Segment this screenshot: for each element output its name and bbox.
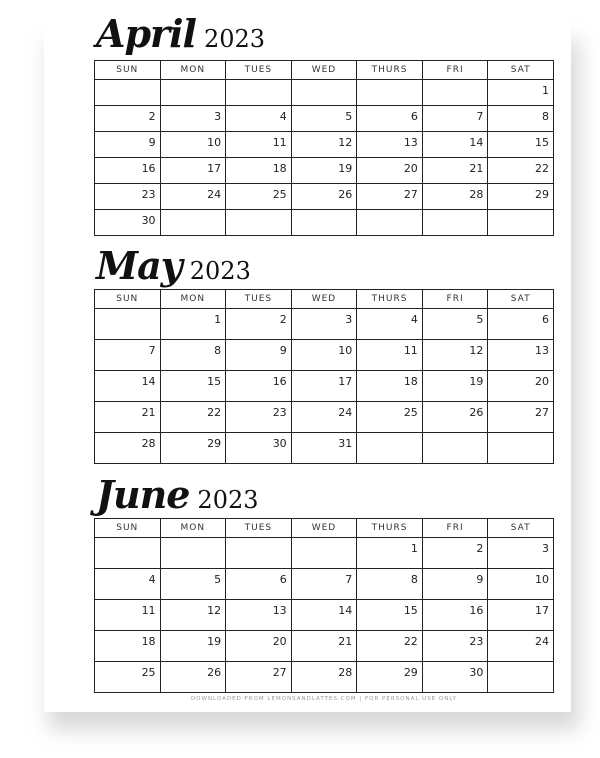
- day-cell: 16: [226, 371, 292, 402]
- day-cell: 24: [291, 402, 357, 433]
- month-title-april: [96, 8, 265, 60]
- day-cell: 5: [422, 309, 488, 340]
- day-cell: 15: [488, 132, 554, 158]
- calendar-grid-june: [94, 518, 554, 693]
- day-cell: [291, 210, 357, 236]
- day-cell: [226, 80, 292, 106]
- day-cell: 9: [95, 132, 161, 158]
- footer-note: DOWNLOADED FROM LEMONSANDLATTES.COM | FOR PERSONAL USE ONLY: [190, 696, 458, 702]
- weekday-label: FRI: [422, 61, 488, 80]
- day-cell: 18: [357, 371, 423, 402]
- day-cell: [226, 210, 292, 236]
- day-cell: 3: [488, 538, 554, 569]
- day-cell: [160, 538, 226, 569]
- day-cell: 29: [160, 433, 226, 464]
- week-row: [95, 80, 554, 106]
- day-cell: 27: [226, 662, 292, 693]
- day-cell: 20: [357, 158, 423, 184]
- week-row: [95, 402, 554, 433]
- day-cell: 16: [422, 600, 488, 631]
- weekday-label: THURS: [357, 519, 423, 538]
- month-title-may: [96, 240, 251, 292]
- day-cell: 17: [488, 600, 554, 631]
- day-cell: 9: [422, 569, 488, 600]
- day-cell: [488, 662, 554, 693]
- day-cell: 22: [160, 402, 226, 433]
- weekday-label: MON: [160, 519, 226, 538]
- day-cell: 1: [357, 538, 423, 569]
- day-cell: 28: [95, 433, 161, 464]
- month-year: 2023: [197, 486, 259, 514]
- day-cell: 8: [488, 106, 554, 132]
- day-cell: 3: [160, 106, 226, 132]
- day-cell: 2: [422, 538, 488, 569]
- day-cell: 2: [95, 106, 161, 132]
- day-cell: 4: [357, 309, 423, 340]
- week-row: [95, 184, 554, 210]
- day-cell: 5: [160, 569, 226, 600]
- day-cell: 23: [226, 402, 292, 433]
- day-cell: 28: [291, 662, 357, 693]
- day-cell: 16: [95, 158, 161, 184]
- month-name: June: [96, 472, 190, 517]
- week-row: [95, 538, 554, 569]
- day-cell: 7: [291, 569, 357, 600]
- day-cell: 3: [291, 309, 357, 340]
- day-cell: 10: [291, 340, 357, 371]
- weekday-label: WED: [291, 519, 357, 538]
- day-cell: 8: [160, 340, 226, 371]
- day-cell: 15: [160, 371, 226, 402]
- weekday-label: SAT: [488, 61, 554, 80]
- day-cell: [95, 309, 161, 340]
- day-cell: 2: [226, 309, 292, 340]
- day-cell: 6: [357, 106, 423, 132]
- weekday-label: WED: [291, 290, 357, 309]
- day-cell: 1: [488, 80, 554, 106]
- weekday-label: TUES: [226, 61, 292, 80]
- weekday-label: TUES: [226, 519, 292, 538]
- week-row: [95, 662, 554, 693]
- day-cell: 14: [422, 132, 488, 158]
- day-cell: 7: [422, 106, 488, 132]
- weekday-label: FRI: [422, 290, 488, 309]
- day-cell: 23: [95, 184, 161, 210]
- month-name: May: [96, 243, 182, 288]
- day-cell: 13: [226, 600, 292, 631]
- day-cell: [291, 538, 357, 569]
- week-row: [95, 600, 554, 631]
- day-cell: [422, 433, 488, 464]
- week-row: [95, 210, 554, 236]
- month-year: 2023: [203, 25, 266, 53]
- day-cell: 12: [291, 132, 357, 158]
- day-cell: [357, 210, 423, 236]
- month-title-june: [96, 469, 259, 521]
- day-cell: 25: [226, 184, 292, 210]
- day-cell: 29: [357, 662, 423, 693]
- month-year: 2023: [189, 257, 251, 285]
- day-cell: 29: [488, 184, 554, 210]
- week-row: [95, 132, 554, 158]
- weekday-label: MON: [160, 290, 226, 309]
- day-cell: 20: [488, 371, 554, 402]
- day-cell: 30: [226, 433, 292, 464]
- day-cell: 30: [95, 210, 161, 236]
- day-cell: [95, 80, 161, 106]
- day-cell: 14: [95, 371, 161, 402]
- day-cell: [422, 80, 488, 106]
- day-cell: 26: [422, 402, 488, 433]
- day-cell: 6: [488, 309, 554, 340]
- weekday-label: WED: [291, 61, 357, 80]
- day-cell: 20: [226, 631, 292, 662]
- day-cell: 10: [488, 569, 554, 600]
- day-cell: 24: [160, 184, 226, 210]
- day-cell: 12: [160, 600, 226, 631]
- day-cell: 6: [226, 569, 292, 600]
- day-cell: 22: [357, 631, 423, 662]
- week-row: [95, 309, 554, 340]
- day-cell: 21: [422, 158, 488, 184]
- day-cell: [291, 80, 357, 106]
- day-cell: 4: [226, 106, 292, 132]
- weekday-header-row: [95, 61, 554, 80]
- day-cell: 27: [357, 184, 423, 210]
- weekday-label: FRI: [422, 519, 488, 538]
- day-cell: 19: [291, 158, 357, 184]
- day-cell: 30: [422, 662, 488, 693]
- day-cell: 17: [160, 158, 226, 184]
- day-cell: 8: [357, 569, 423, 600]
- day-cell: 22: [488, 158, 554, 184]
- weekday-label: SUN: [95, 290, 161, 309]
- day-cell: 12: [422, 340, 488, 371]
- day-cell: 5: [291, 106, 357, 132]
- weekday-label: MON: [160, 61, 226, 80]
- day-cell: 9: [226, 340, 292, 371]
- day-cell: 13: [357, 132, 423, 158]
- day-cell: 11: [95, 600, 161, 631]
- day-cell: [488, 210, 554, 236]
- weekday-header-row: [95, 290, 554, 309]
- day-cell: 18: [95, 631, 161, 662]
- day-cell: [357, 80, 423, 106]
- weekday-label: SUN: [95, 519, 161, 538]
- weekday-label: THURS: [357, 61, 423, 80]
- day-cell: [226, 538, 292, 569]
- day-cell: 11: [357, 340, 423, 371]
- weekday-label: TUES: [226, 290, 292, 309]
- day-cell: [422, 210, 488, 236]
- week-row: [95, 371, 554, 402]
- day-cell: 26: [160, 662, 226, 693]
- day-cell: [160, 210, 226, 236]
- weekday-label: SAT: [488, 519, 554, 538]
- day-cell: [95, 538, 161, 569]
- day-cell: 25: [357, 402, 423, 433]
- day-cell: 26: [291, 184, 357, 210]
- week-row: [95, 569, 554, 600]
- weekday-label: SUN: [95, 61, 161, 80]
- day-cell: 11: [226, 132, 292, 158]
- day-cell: 24: [488, 631, 554, 662]
- day-cell: 21: [95, 402, 161, 433]
- day-cell: 13: [488, 340, 554, 371]
- weekday-label: SAT: [488, 290, 554, 309]
- day-cell: 23: [422, 631, 488, 662]
- weekday-label: THURS: [357, 290, 423, 309]
- month-name: April: [96, 11, 196, 56]
- day-cell: 21: [291, 631, 357, 662]
- day-cell: 15: [357, 600, 423, 631]
- day-cell: [488, 433, 554, 464]
- day-cell: 28: [422, 184, 488, 210]
- week-row: [95, 340, 554, 371]
- weekday-header-row: [95, 519, 554, 538]
- day-cell: 18: [226, 158, 292, 184]
- day-cell: 19: [422, 371, 488, 402]
- day-cell: 14: [291, 600, 357, 631]
- day-cell: [357, 433, 423, 464]
- day-cell: 7: [95, 340, 161, 371]
- day-cell: 4: [95, 569, 161, 600]
- day-cell: 25: [95, 662, 161, 693]
- week-row: [95, 433, 554, 464]
- calendar-grid-april: [94, 60, 554, 236]
- calendar-grid-may: [94, 289, 554, 464]
- week-row: [95, 106, 554, 132]
- day-cell: 27: [488, 402, 554, 433]
- week-row: [95, 631, 554, 662]
- day-cell: 19: [160, 631, 226, 662]
- day-cell: 1: [160, 309, 226, 340]
- day-cell: 10: [160, 132, 226, 158]
- week-row: [95, 158, 554, 184]
- day-cell: [160, 80, 226, 106]
- day-cell: 17: [291, 371, 357, 402]
- day-cell: 31: [291, 433, 357, 464]
